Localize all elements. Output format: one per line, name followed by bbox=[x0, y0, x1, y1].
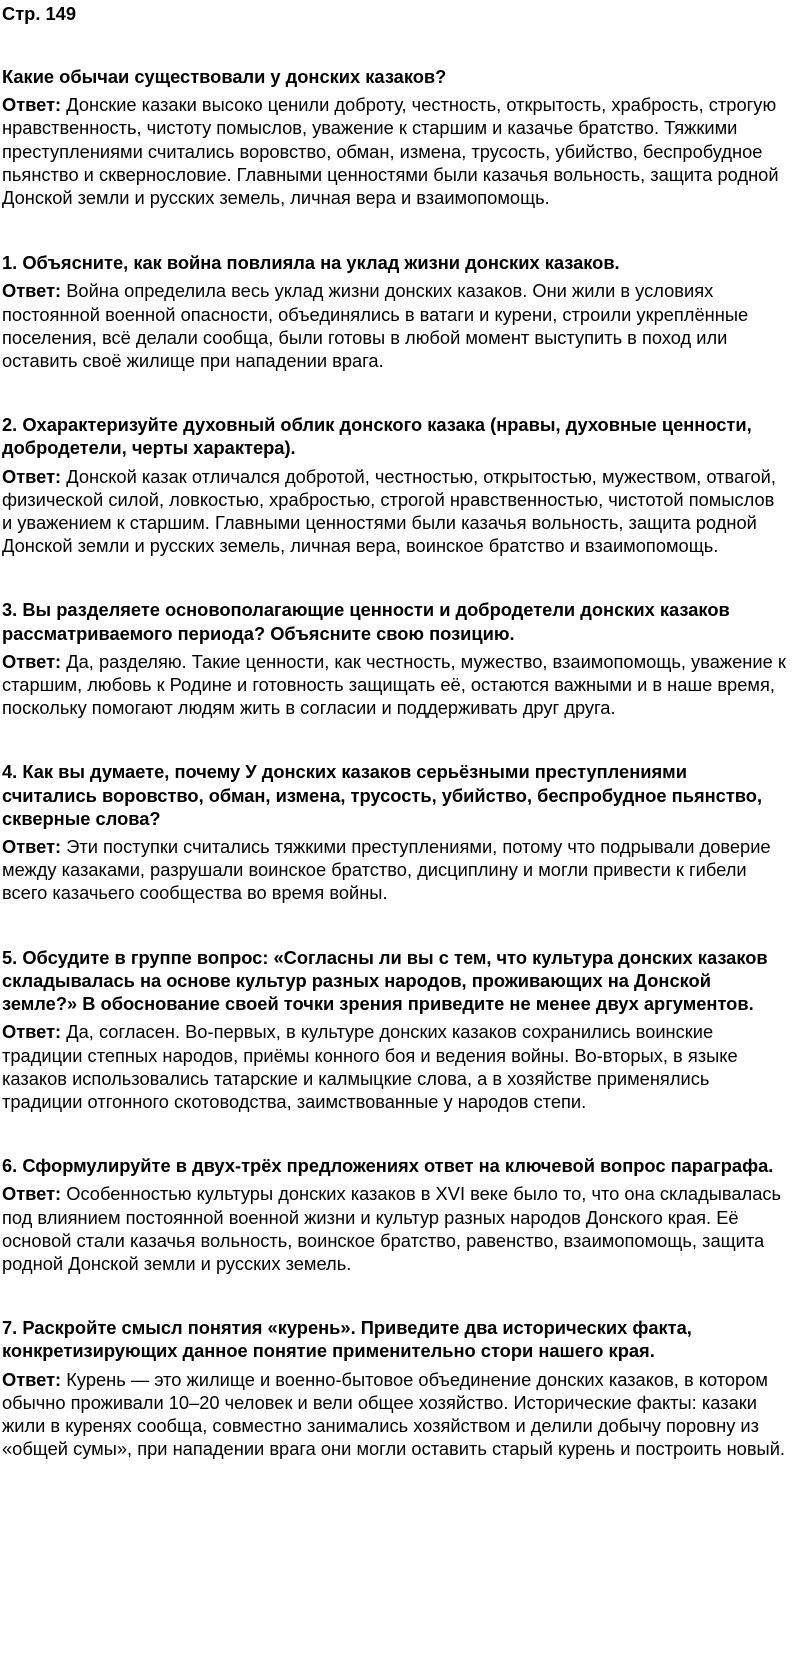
answer-paragraph bbox=[2, 1182, 786, 1275]
page-number: Стр. 149 bbox=[2, 3, 76, 24]
question-heading: Какие обычаи существовали у донских казаков? bbox=[2, 66, 447, 87]
answer-label: Ответ: bbox=[2, 94, 62, 116]
answer-text: Донской казак отличался добротой, честностью, открытостью, мужеством, отвагой, физической силой, ловкостью, храбростью, строгой нравственностью, чистотой помыслов и уважением к старшим. Главными ценностями были казачья вольность, защита родной Донской земли и русских земель, личная вера, воинское братство и взаимопомощь. bbox=[2, 465, 776, 557]
question-heading: 6. Сформулируйте в двух-трёх предложениях ответ на ключевой вопрос параграфа. bbox=[2, 1155, 774, 1177]
answer-label: Ответ: bbox=[2, 836, 62, 858]
question-heading: 2. Охарактеризуйте духовный облик донского казака (нравы, духовные ценности, добродетели, черты характера). bbox=[2, 414, 752, 459]
question-heading: 7. Раскройте смысл понятия «курень». Приведите два исторических факта, конкретизирующих данное понятие применительно стори нашего края. bbox=[2, 1317, 692, 1362]
qa-item bbox=[2, 946, 786, 1113]
answer-label: Ответ: bbox=[2, 1183, 62, 1205]
answer-label: Ответ: bbox=[2, 650, 62, 672]
qa-item bbox=[2, 1154, 786, 1275]
answer-label: Ответ: bbox=[2, 280, 62, 302]
answer-paragraph bbox=[2, 279, 786, 372]
answer-paragraph bbox=[2, 93, 786, 209]
qa-list bbox=[2, 65, 786, 1460]
answer-text: Война определила весь уклад жизни донских казаков. Они жили в условиях постоянной военной опасности, объединялись в ватаги и курени, строили укреплённые поселения, всё делали сообща, были готовы в любой момент выступить в поход или оставить своё жилище при нападении врага. bbox=[2, 280, 749, 372]
question-heading: 4. Как вы думаете, почему У донских казаков серьёзными преступлениями считались воровство, обман, измена, трусость, убийство, беспробудное пьянство, скверные слова? bbox=[2, 761, 763, 829]
answer-label: Ответ: bbox=[2, 1021, 62, 1043]
qa-item bbox=[2, 598, 786, 719]
answer-label: Ответ: bbox=[2, 1368, 62, 1390]
answer-text: Курень — это жилище и военно-бытовое объединение донских казаков, в котором обычно проживали 10–20 человек и вели общее хозяйство. Исторические факты: казаки жили в куренях сообща, совместно занимались хозяйством и делили добычу поровну из «общей сумы», при нападении врага они могли оставить старый курень и построить новый. bbox=[2, 1368, 785, 1460]
answer-paragraph bbox=[2, 835, 786, 905]
question-heading: 5. Обсудите в группе вопрос: «Согласны ли вы с тем, что культура донских казаков складывалась на основе культур разных народов, проживающих на Донской земле?» В обоснование своей точки зрения приведите не менее двух аргументов. bbox=[2, 946, 768, 1015]
answer-text: Эти поступки считались тяжкими преступлениями, потому что подрывали доверие между казаками, разрушали воинское братство, дисциплину и могли привести к гибели всего казачьего сообщества во время войны. bbox=[2, 836, 771, 904]
answer-text: Донские казаки высоко ценили доброту, честность, открытость, храбрость, строгую нравственность, чистоту помыслов, уважение к старшим и казачье братство. Тяжкими преступлениями считались воровство, обман, измена, трусость, убийство, беспробудное пьянство и сквернословие. Главными ценностями были казачья вольность, защита родной Донской земли и русских земель, личная вера и взаимопомощь. bbox=[2, 94, 779, 209]
answer-paragraph bbox=[2, 1020, 786, 1113]
answer-text: Да, разделяю. Такие ценности, как честность, мужество, взаимопомощь, уважение к старшим, любовь к Родине и готовность защищать её, остаются важными и в наше время, поскольку помогают людям жить в согласии и поддерживать друг друга. bbox=[2, 650, 786, 719]
question-heading: 1. Объясните, как война повлияла на уклад жизни донских казаков. bbox=[2, 252, 620, 274]
answer-paragraph bbox=[2, 650, 786, 720]
qa-item bbox=[2, 413, 786, 557]
answer-text: Особенностью культуры донских казаков в XVI веке было то, что она складывалась под влиянием постоянной военной жизни и культур разных народов Донского края. Её основой стали казачья вольность, воинское братство, равенство, взаимопомощь, защита родной Донской земли и русских земель. bbox=[2, 1183, 782, 1274]
document-page bbox=[0, 1, 800, 1656]
answer-paragraph bbox=[2, 1368, 786, 1461]
question-heading: 3. Вы разделяете основополагающие ценности и добродетели донских казаков рассматриваемого периода? Объясните свою позицию. bbox=[2, 599, 730, 644]
answer-text: Да, согласен. Во-первых, в культуре донских казаков сохранились воинские традиции степных народов, приёмы конного боя и ведения войны. Во-вторых, в языке казаков использовались татарские и калмыцкие слова, а в хозяйстве применялись традиции отгонного скотоводства, заимствованные у народов степи. bbox=[2, 1021, 738, 1112]
answer-label: Ответ: bbox=[2, 465, 62, 487]
qa-item bbox=[2, 65, 786, 209]
qa-item bbox=[2, 1316, 786, 1460]
answer-paragraph bbox=[2, 465, 786, 558]
qa-item bbox=[2, 251, 786, 372]
qa-item bbox=[2, 760, 786, 904]
